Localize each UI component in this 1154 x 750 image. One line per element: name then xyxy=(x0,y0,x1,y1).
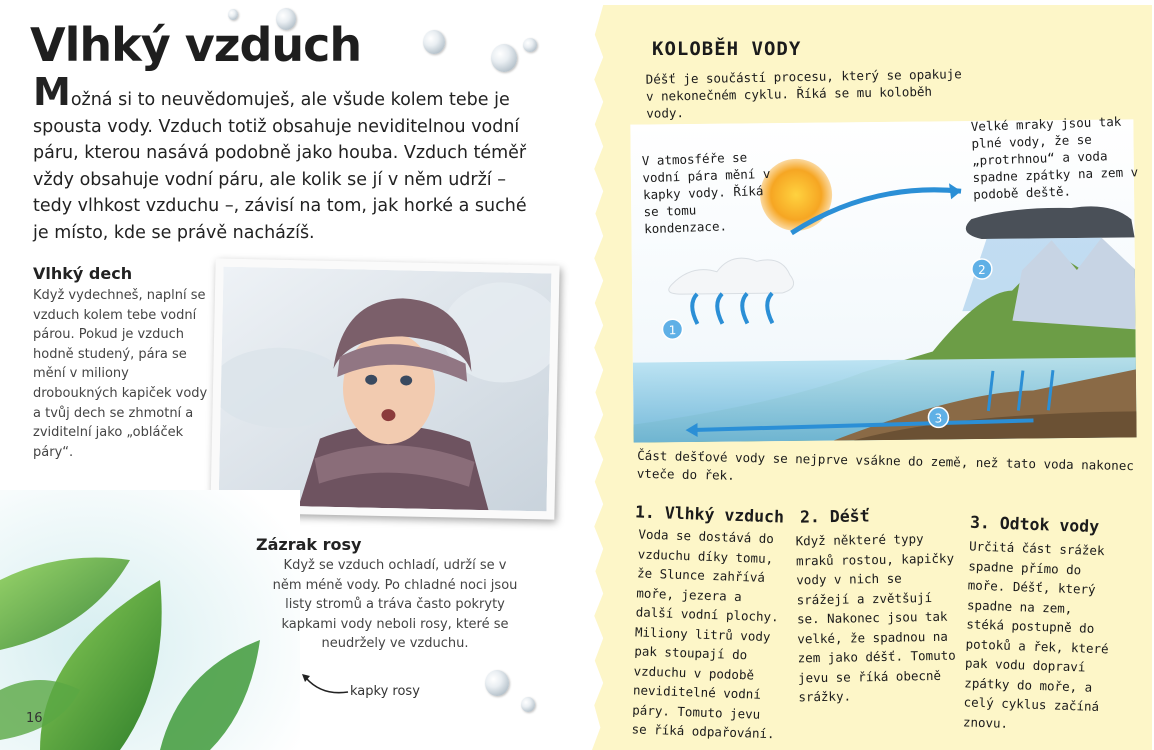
curved-arrow-icon xyxy=(292,666,352,700)
caption-runoff: Část dešťové vody se nejprve vsákne do země, než tato voda nakonec vteče do řek. xyxy=(636,447,1135,483)
dew-text: Když se vzduch ochladí, udrží se v něm méně vody. Po chladné noci jsou listy stromů a tráva často pokryty kapkami vody neboli rosy, které se neudržely ve vzduchu. xyxy=(272,558,518,651)
dew-drops-label: kapky rosy xyxy=(350,684,420,699)
water-drop-icon xyxy=(523,38,537,52)
caption-clouds: Velké mraky jsou tak plné vody, že se „protrhnou“ a voda spadne zpátky na zem v podobě deště. xyxy=(970,113,1139,202)
page-number: 16 xyxy=(26,711,43,726)
water-drop-icon xyxy=(521,697,535,712)
notebook-intro: Déšť je součástí procesu, který se opakuje v nekonečném cyklu. Říká se mu koloběh vody. xyxy=(645,66,962,121)
intro-paragraph xyxy=(33,70,543,246)
dew-heading: Zázrak rosy xyxy=(256,535,362,554)
column-3-heading: 3. Odtok vody xyxy=(969,512,1100,537)
notebook-title: KOLOBĚH VODY xyxy=(652,38,802,60)
water-drop-icon xyxy=(485,670,509,696)
child-in-snow-illustration xyxy=(219,267,552,512)
breath-heading: Vlhký dech xyxy=(33,264,133,283)
column-2-heading: 2. Déšť xyxy=(799,506,870,527)
column-1-heading: 1. Vlhký vzduch xyxy=(634,502,785,527)
column-3-text: Určitá část srážek spadne přímo do moře. Déšť, který spadne na zem, stéká postupně do potoků a řek, které pak vodu dopraví zpátky do moře, a celý cyklus začíná znovu. xyxy=(962,538,1109,731)
column-1-text: Voda se dostává do vzduchu díky tomu, že Slunce zahřívá moře, jezera a další vodní plochy. Miliony litrů vody pak stoupají do vzduchu v podobě neviditelné vodní páry. Tomuto jevu se říká odpařování. xyxy=(631,526,779,742)
marker-2: 2 xyxy=(977,262,986,278)
water-drop-icon xyxy=(423,30,445,54)
intro-drop-cap: M xyxy=(33,70,71,114)
dew-leaves-illustration xyxy=(0,490,300,750)
page-title: Vlhký vzduch xyxy=(30,18,362,72)
marker-3: 3 xyxy=(934,411,943,426)
dew-leaf-photo xyxy=(0,490,300,750)
water-drop-icon xyxy=(491,44,517,72)
intro-text: ožná si to neuvědomuješ, ale všude kolem tebe je spousta vody. Vzduch totiž obsahuje neviditelnou vodní páru, kterou nasává podobně jako houba. Vzduch téměř vždy obsahuje vodní páru, ale kolik se jí v něm udrží – tedy vlhkost vzduchu –, závisí na tom, jak horké a suché je místo, kde se právě nacházíš. xyxy=(33,90,527,243)
caption-condensation: V atmosféře se vodní pára mění v kapky vody. Říká se tomu kondenzace. xyxy=(641,149,771,237)
column-2-text: Když některé typy mraků rostou, kapičky vody v nich se srážejí a zvětšují se. Nakonec jsou tak velké, že spadnou na zem jako déšť. Tomuto jevu se říká obecně srážky. xyxy=(795,531,956,705)
marker-1: 1 xyxy=(668,323,677,338)
child-winter-photo xyxy=(210,258,559,519)
breath-text: Když vydechneš, naplní se vzduch kolem tebe vodní párou. Pokud je vzduch hodně studený, pára se mění v miliony droboukných kapiček vody a tvůj dech se zhmotní a zviditelní jako „obláček páry“. xyxy=(33,288,208,460)
